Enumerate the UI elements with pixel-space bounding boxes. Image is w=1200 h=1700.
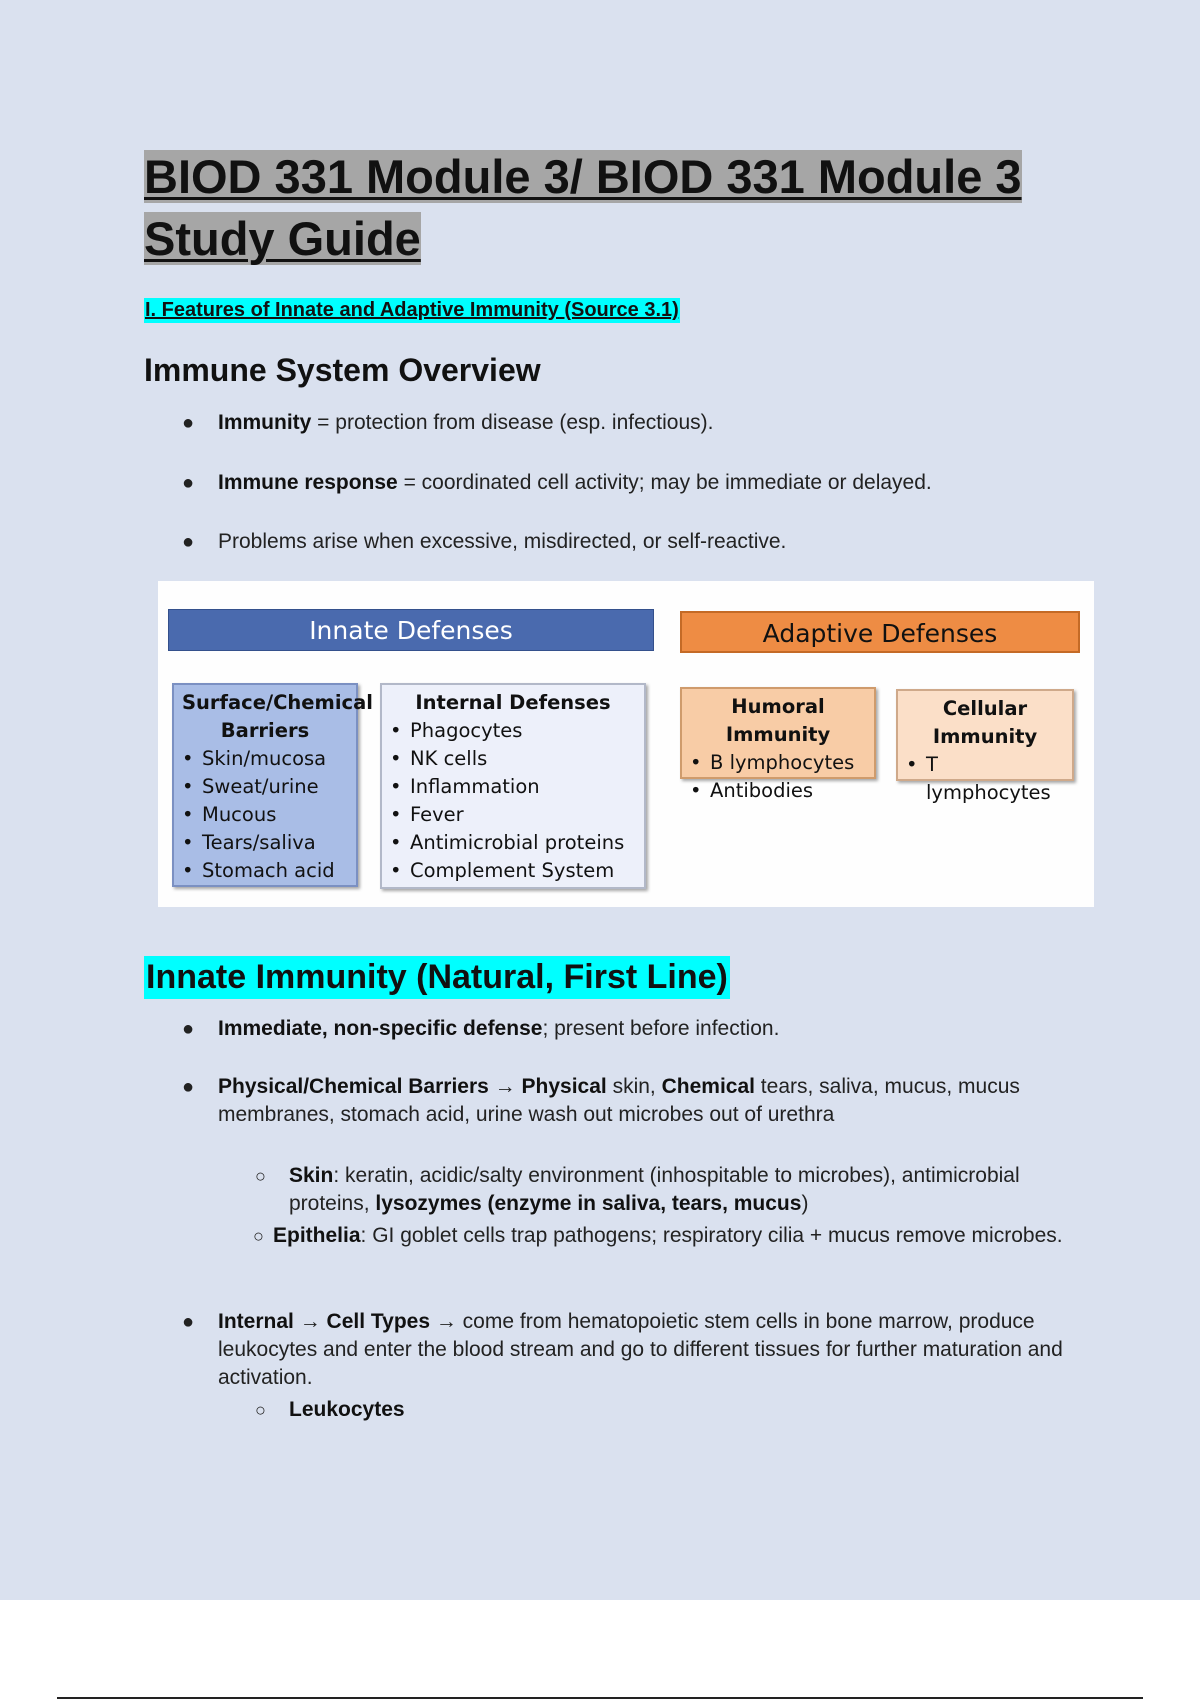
list-item: ○ Epithelia: GI goblet cells trap pathogens; respiratory cilia + mucus remove microbes.	[273, 1222, 1093, 1250]
list-item: • Complement System	[390, 857, 636, 885]
list-item: ● Immunity = protection from disease (esp. infectious).	[218, 409, 1088, 437]
innate-immunity-heading: Innate Immunity (Natural, First Line)	[144, 956, 730, 999]
list-item: • Phagocytes	[390, 717, 636, 745]
list-item: ○ Skin: keratin, acidic/salty environment (inhospitable to microbes), antimicrobial proteins, lysozymes (enzyme in saliva, tears, mucus)	[255, 1164, 1020, 1215]
circle-bullet-icon: ○	[253, 1226, 264, 1246]
list-item: • NK cells	[390, 745, 636, 773]
box-title: Cellular Immunity	[932, 697, 1038, 748]
immune-defenses-figure	[158, 581, 1094, 907]
list-item: • Sweat/urine	[182, 773, 348, 801]
bullet-icon: ●	[182, 531, 195, 553]
section-label: I. Features of Innate and Adaptive Immunity (Source 3.1)	[145, 299, 679, 321]
bullet-icon: ●	[182, 472, 195, 494]
list-item: • T lymphocytes	[906, 751, 1064, 807]
innate-defenses-header: Innate Defenses	[168, 609, 654, 651]
surface-barriers-box	[172, 683, 373, 887]
list-item: ● Internal → Cell Types → come from hematopoietic stem cells in bone marrow, produce leukocytes and enter the blood stream and go to different tissues for further maturation and activation.	[182, 1310, 1063, 1389]
bullet-icon: ●	[182, 1311, 195, 1333]
list-item: • Stomach acid	[182, 857, 348, 885]
box-title: Humoral Immunity	[725, 695, 831, 746]
overview-heading: Immune System Overview	[144, 352, 541, 388]
humoral-immunity-box	[680, 687, 876, 802]
divider	[57, 1697, 1143, 1699]
list-item: ○ Leukocytes	[289, 1396, 1089, 1424]
list-item: ● Physical/Chemical Barriers → Physical skin, Chemical tears, saliva, mucus, mucus membranes, stomach acid, urine wash out microbes out of urethra	[182, 1075, 1020, 1126]
bullet-icon: ●	[182, 1076, 195, 1098]
box-title: Surface/Chemical Barriers	[182, 691, 373, 742]
box-title: Internal Defenses	[415, 691, 611, 714]
bullet-icon: ●	[182, 412, 195, 434]
circle-bullet-icon: ○	[255, 1400, 266, 1420]
list-item: • Fever	[390, 801, 636, 829]
list-item: • Antibodies	[690, 777, 866, 805]
list-item: ● Immediate, non-specific defense; present before infection.	[218, 1015, 1088, 1043]
circle-bullet-icon: ○	[255, 1166, 266, 1186]
internal-defenses-box	[380, 683, 646, 889]
list-item: • B lymphocytes	[690, 749, 866, 777]
cellular-immunity-box	[896, 689, 1074, 804]
list-item: ● Immune response = coordinated cell activity; may be immediate or delayed.	[218, 469, 1088, 497]
list-item: • Inflammation	[390, 773, 636, 801]
adaptive-defenses-header: Adaptive Defenses	[680, 611, 1080, 653]
list-item: • Mucous	[182, 801, 348, 829]
bullet-icon: ●	[182, 1018, 195, 1040]
list-item: ● Problems arise when excessive, misdirected, or self-reactive.	[218, 528, 1088, 556]
list-item: • Skin/mucosa	[182, 745, 348, 773]
document-title: BIOD 331 Module 3/ BIOD 331 Module 3 Study Guide	[144, 150, 1022, 265]
list-item: • Tears/saliva	[182, 829, 348, 857]
list-item: • Antimicrobial proteins	[390, 829, 636, 857]
